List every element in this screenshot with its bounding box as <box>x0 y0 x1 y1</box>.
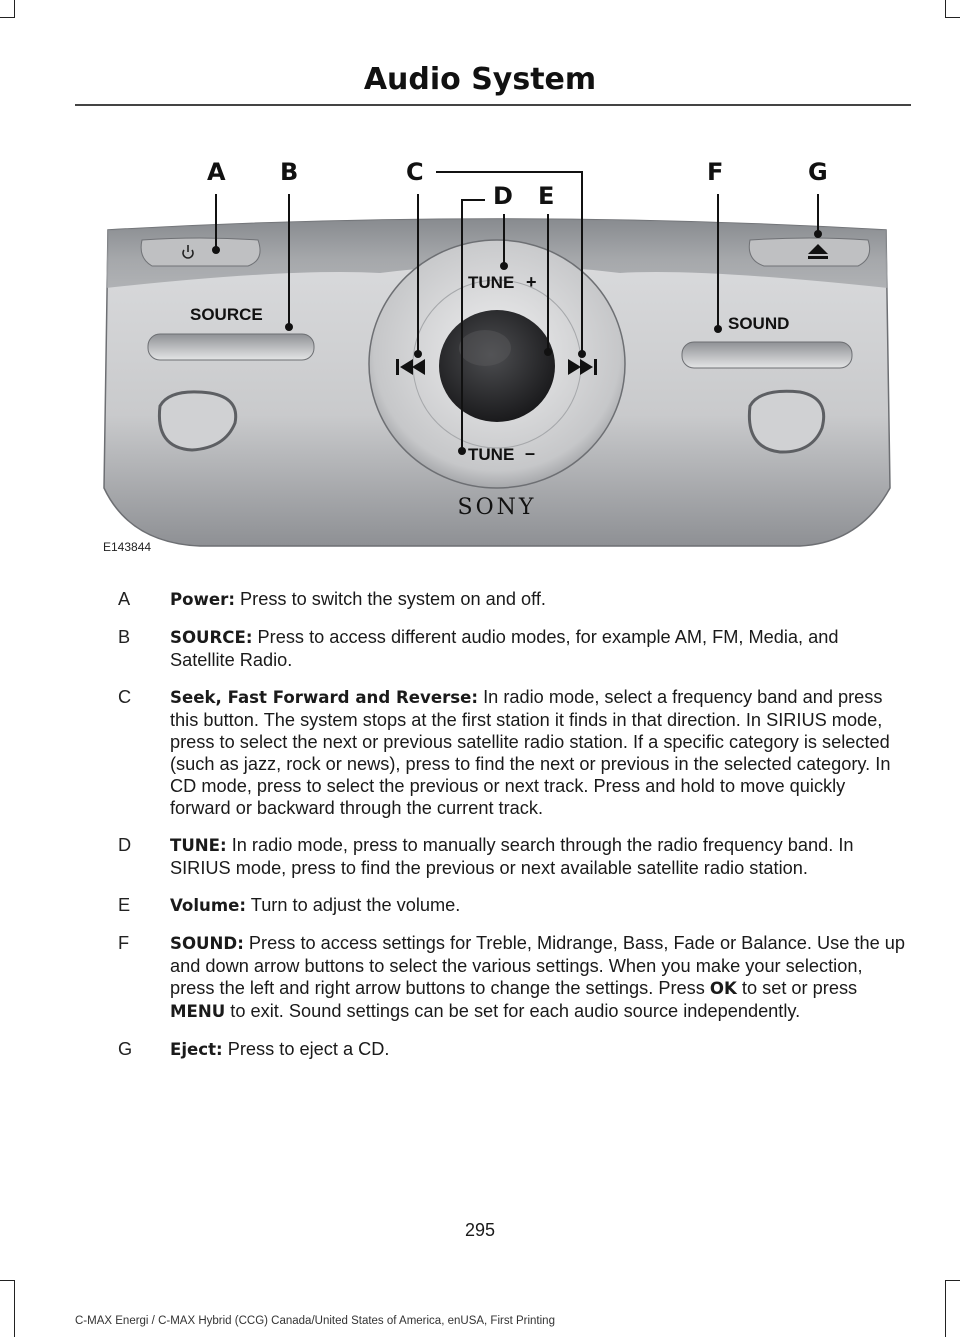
crop-mark <box>0 1280 15 1281</box>
item-letter: B <box>118 627 131 647</box>
item-term: Power: <box>170 590 235 609</box>
item-letter: E <box>118 895 131 915</box>
callout-e: E <box>538 182 555 210</box>
callout-descriptions <box>118 588 908 1076</box>
item-text: Press to access different audio modes, for example AM, FM, Media, and Satellite Radio. <box>170 627 839 670</box>
header-rule <box>75 104 911 106</box>
power-button <box>141 238 260 266</box>
callout-a: A <box>207 158 226 186</box>
source-label: SOURCE <box>190 305 263 324</box>
tune-minus-label: TUNE <box>468 445 515 464</box>
item-text: In radio mode, select a frequency band and press this button. The system stops at the first station it finds in that direction. In SIRIUS mode, press to select the next or previous satellite radio station. If a specific category is selected (such as jazz, rock or news), press to find the next or previous in the selected category. In CD mode, press to select the previous or next track. Press and hold to move quickly forward or backward through the current track. <box>170 687 891 818</box>
item-text: to exit. Sound settings can be set for each audio source independently. <box>225 1001 801 1021</box>
ok-keyword: OK <box>709 979 737 998</box>
tune-minus-sign: – <box>525 443 536 463</box>
item-letter: C <box>118 687 132 707</box>
callout-g: G <box>808 158 828 186</box>
list-item <box>118 686 908 819</box>
crop-mark <box>14 1280 15 1337</box>
page-number: 295 <box>464 1220 496 1240</box>
crop-mark <box>945 1280 946 1337</box>
item-description <box>170 1038 908 1061</box>
item-text: Press to switch the system on and off. <box>234 589 546 609</box>
list-item <box>118 588 908 611</box>
source-button <box>148 334 314 360</box>
item-term: SOURCE: <box>170 628 253 647</box>
item-text: to set or press <box>736 978 858 998</box>
menu-keyword: MENU <box>170 1002 226 1021</box>
item-description <box>170 686 908 819</box>
crop-mark <box>945 1280 960 1281</box>
callout-f: F <box>707 158 724 186</box>
item-description <box>170 588 908 611</box>
item-term: TUNE: <box>170 836 227 855</box>
eject-button <box>749 238 869 266</box>
page-title: Audio System <box>363 62 597 97</box>
tune-plus-sign: + <box>526 272 537 292</box>
tune-plus-label: TUNE <box>468 273 515 292</box>
item-text: Turn to adjust the volume. <box>246 895 461 915</box>
crop-mark <box>945 0 946 18</box>
item-term: Eject: <box>170 1040 223 1059</box>
image-code: E143844 <box>103 540 152 554</box>
item-letter: D <box>118 835 132 855</box>
item-letter: A <box>118 589 131 609</box>
brand-logo: SONY <box>457 495 537 520</box>
crop-mark <box>14 0 15 18</box>
item-text: Press to eject a CD. <box>222 1039 390 1059</box>
list-item <box>118 626 908 671</box>
sound-label: SOUND <box>728 314 790 333</box>
footer-text: C-MAX Energi / C-MAX Hybrid (CCG) Canada/United States of America, enUSA, First Printing <box>75 1315 555 1327</box>
item-description <box>170 834 908 879</box>
list-item <box>118 1038 908 1061</box>
callout-c: C <box>406 158 424 186</box>
callout-d: D <box>493 182 513 210</box>
item-text: Press to access settings for Treble, Midrange, Bass, Fade or Balance. Use the up and down arrow buttons to select the various settings. When you make your selection, press the left and right arrow buttons to change the settings. Press <box>170 933 905 998</box>
item-description <box>170 626 908 671</box>
item-term: Volume: <box>170 896 247 915</box>
item-term: SOUND: <box>170 934 244 953</box>
item-letter: F <box>118 933 130 953</box>
item-description <box>170 932 908 1023</box>
list-item <box>118 834 908 879</box>
item-term: Seek, Fast Forward and Reverse: <box>170 688 479 707</box>
item-letter: G <box>118 1039 133 1059</box>
callout-b: B <box>280 158 299 186</box>
list-item <box>118 894 908 917</box>
sound-button <box>682 342 852 368</box>
item-text: In radio mode, press to manually search through the radio frequency band. In SIRIUS mode, press to find the previous or next available satellite radio station. <box>170 835 854 878</box>
list-item <box>118 932 908 1023</box>
item-description <box>170 894 908 917</box>
crop-mark <box>0 17 15 18</box>
audio-panel-figure <box>100 148 894 560</box>
volume-knob <box>439 310 555 422</box>
crop-mark <box>945 17 960 18</box>
audio-panel-illustration <box>100 148 894 560</box>
